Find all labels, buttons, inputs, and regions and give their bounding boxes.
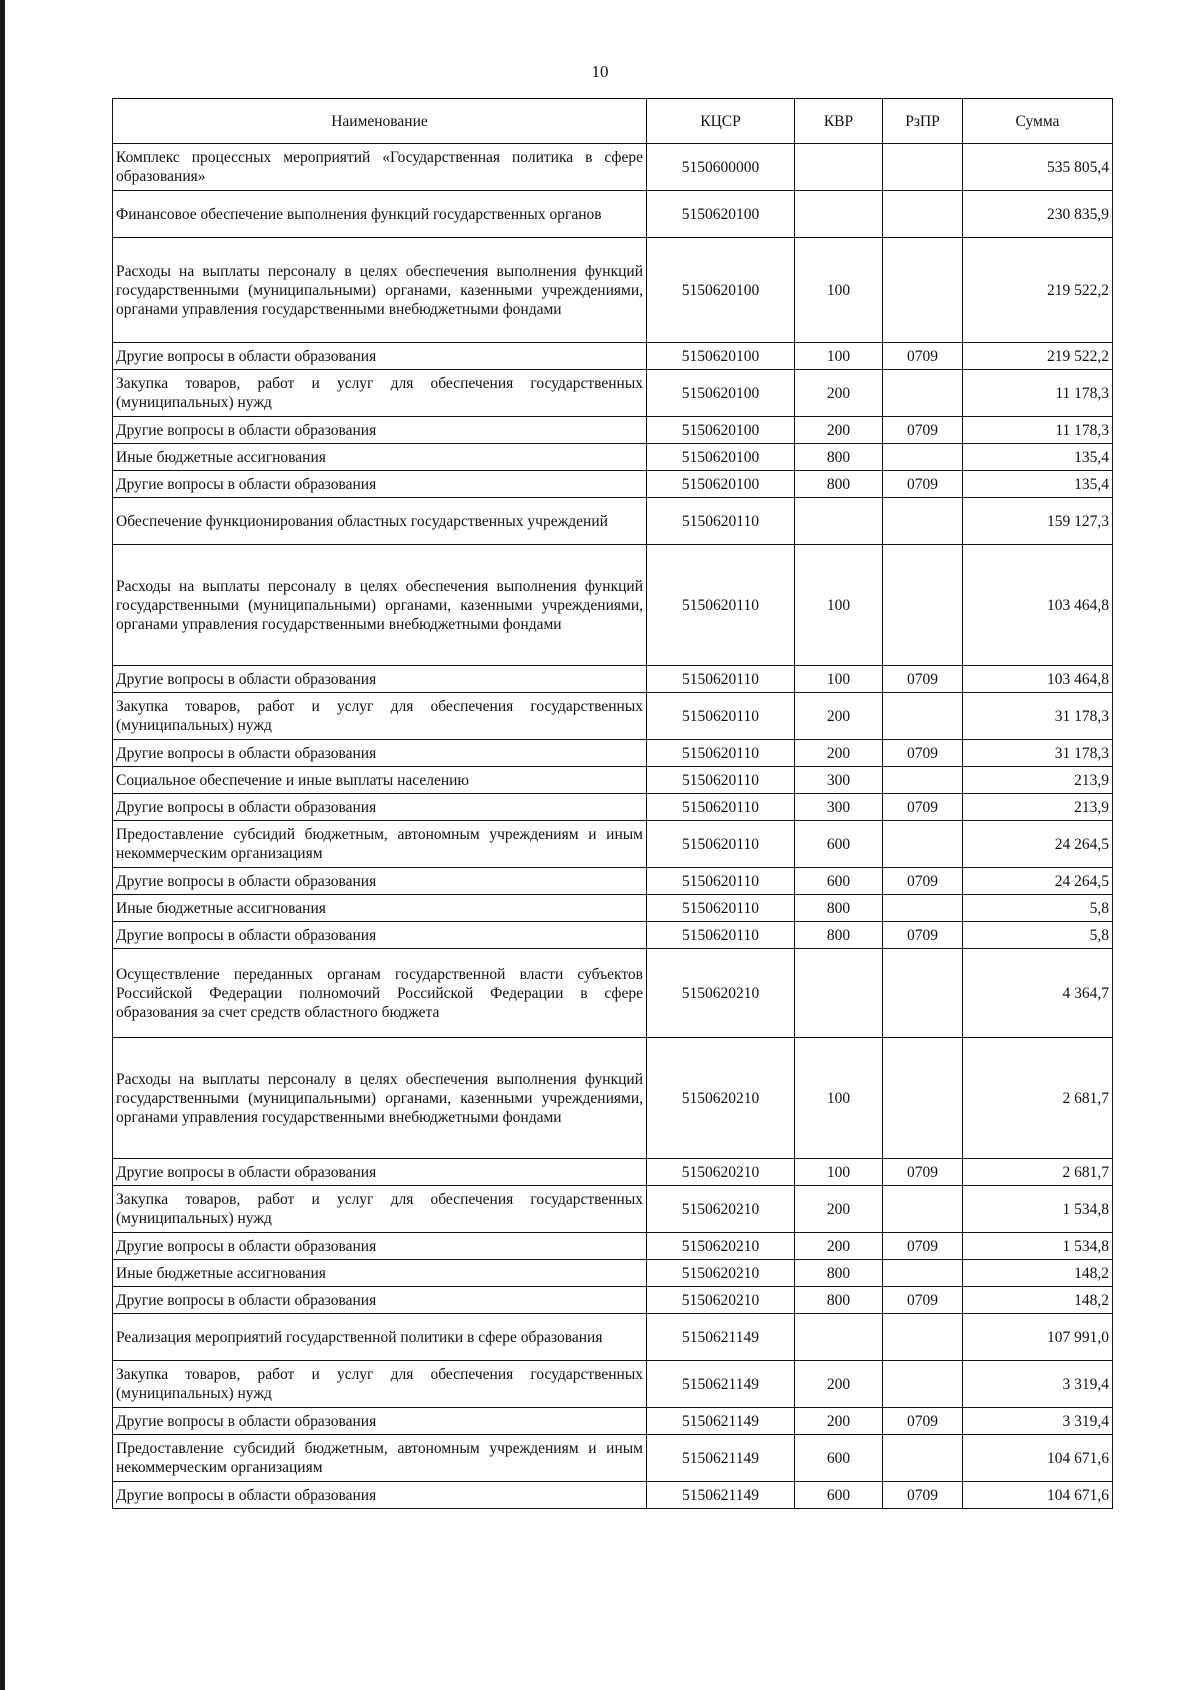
cell-kvr: 600 xyxy=(795,1435,883,1482)
cell-kcsr: 5150621149 xyxy=(647,1435,795,1482)
cell-rzpr xyxy=(883,1038,963,1159)
cell-sum: 11 178,3 xyxy=(963,417,1113,444)
cell-rzpr xyxy=(883,191,963,238)
header-rzpr: РзПР xyxy=(883,99,963,144)
cell-kvr xyxy=(795,191,883,238)
cell-sum: 135,4 xyxy=(963,471,1113,498)
cell-sum: 213,9 xyxy=(963,767,1113,794)
cell-kvr xyxy=(795,949,883,1038)
cell-rzpr xyxy=(883,1435,963,1482)
cell-name: Предоставление субсидий бюджетным, автономным учреждениям и иным некоммерческим организациям xyxy=(113,1435,647,1482)
cell-kcsr: 5150620100 xyxy=(647,238,795,343)
cell-kcsr: 5150620100 xyxy=(647,444,795,471)
cell-sum: 159 127,3 xyxy=(963,498,1113,545)
cell-kcsr: 5150620100 xyxy=(647,343,795,370)
cell-name: Закупка товаров, работ и услуг для обеспечения государственных (муниципальных) нужд xyxy=(113,370,647,417)
table-row xyxy=(113,417,1113,444)
table-row xyxy=(113,693,1113,740)
cell-kcsr: 5150620210 xyxy=(647,1159,795,1186)
cell-rzpr xyxy=(883,498,963,545)
cell-name: Другие вопросы в области образования xyxy=(113,343,647,370)
cell-kvr: 800 xyxy=(795,1260,883,1287)
table-row xyxy=(113,1159,1113,1186)
cell-name: Расходы на выплаты персоналу в целях обеспечения выполнения функций государственными (муниципальными) органами, казенными учреждениями, органами управления государственными внебюджетными фондами xyxy=(113,238,647,343)
cell-kvr: 200 xyxy=(795,1233,883,1260)
cell-kvr: 200 xyxy=(795,1361,883,1408)
cell-rzpr xyxy=(883,545,963,666)
cell-kvr: 100 xyxy=(795,1038,883,1159)
cell-kvr: 800 xyxy=(795,895,883,922)
cell-kvr: 800 xyxy=(795,444,883,471)
cell-sum: 104 671,6 xyxy=(963,1435,1113,1482)
cell-sum: 219 522,2 xyxy=(963,238,1113,343)
cell-rzpr xyxy=(883,238,963,343)
table-row xyxy=(113,922,1113,949)
cell-name: Финансовое обеспечение выполнения функций государственных органов xyxy=(113,191,647,238)
table-row xyxy=(113,498,1113,545)
cell-sum: 2 681,7 xyxy=(963,1159,1113,1186)
cell-name: Иные бюджетные ассигнования xyxy=(113,1260,647,1287)
table-row xyxy=(113,444,1113,471)
table-row xyxy=(113,666,1113,693)
cell-kvr: 300 xyxy=(795,794,883,821)
cell-sum: 148,2 xyxy=(963,1260,1113,1287)
table-row xyxy=(113,1186,1113,1233)
cell-rzpr: 0709 xyxy=(883,1287,963,1314)
cell-name: Другие вопросы в области образования xyxy=(113,740,647,767)
cell-name: Расходы на выплаты персоналу в целях обеспечения выполнения функций государственными (муниципальными) органами, казенными учреждениями, органами управления государственными внебюджетными фондами xyxy=(113,1038,647,1159)
cell-rzpr xyxy=(883,1314,963,1361)
table-row xyxy=(113,471,1113,498)
cell-name: Другие вопросы в области образования xyxy=(113,922,647,949)
header-kvr: КВР xyxy=(795,99,883,144)
cell-kvr: 200 xyxy=(795,1408,883,1435)
cell-rzpr xyxy=(883,1260,963,1287)
cell-kcsr: 5150620210 xyxy=(647,1287,795,1314)
cell-rzpr xyxy=(883,444,963,471)
cell-name: Обеспечение функционирования областных государственных учреждений xyxy=(113,498,647,545)
table-row xyxy=(113,238,1113,343)
table-row xyxy=(113,895,1113,922)
cell-kcsr: 5150620210 xyxy=(647,1038,795,1159)
cell-sum: 2 681,7 xyxy=(963,1038,1113,1159)
cell-kcsr: 5150620110 xyxy=(647,693,795,740)
cell-kcsr: 5150620110 xyxy=(647,666,795,693)
cell-kcsr: 5150620210 xyxy=(647,949,795,1038)
table-row xyxy=(113,949,1113,1038)
cell-name: Другие вопросы в области образования xyxy=(113,1159,647,1186)
cell-name: Другие вопросы в области образования xyxy=(113,1482,647,1509)
table-row xyxy=(113,1038,1113,1159)
cell-kcsr: 5150620110 xyxy=(647,767,795,794)
cell-rzpr: 0709 xyxy=(883,1482,963,1509)
budget-table xyxy=(112,98,1113,1509)
header-kcsr: КЦСР xyxy=(647,99,795,144)
cell-rzpr: 0709 xyxy=(883,666,963,693)
cell-sum: 5,8 xyxy=(963,895,1113,922)
cell-kvr xyxy=(795,498,883,545)
cell-rzpr xyxy=(883,767,963,794)
cell-kcsr: 5150620100 xyxy=(647,471,795,498)
cell-name: Другие вопросы в области образования xyxy=(113,1408,647,1435)
cell-sum: 1 534,8 xyxy=(963,1186,1113,1233)
cell-name: Другие вопросы в области образования xyxy=(113,794,647,821)
table-row xyxy=(113,144,1113,191)
cell-name: Иные бюджетные ассигнования xyxy=(113,444,647,471)
cell-rzpr: 0709 xyxy=(883,1233,963,1260)
cell-name: Социальное обеспечение и иные выплаты населению xyxy=(113,767,647,794)
cell-kcsr: 5150620210 xyxy=(647,1260,795,1287)
cell-name: Иные бюджетные ассигнования xyxy=(113,895,647,922)
cell-kcsr: 5150621149 xyxy=(647,1361,795,1408)
cell-rzpr: 0709 xyxy=(883,794,963,821)
cell-kvr: 600 xyxy=(795,868,883,895)
cell-rzpr: 0709 xyxy=(883,1408,963,1435)
cell-rzpr: 0709 xyxy=(883,471,963,498)
cell-kcsr: 5150621149 xyxy=(647,1482,795,1509)
cell-sum: 219 522,2 xyxy=(963,343,1113,370)
cell-sum: 535 805,4 xyxy=(963,144,1113,191)
cell-kvr xyxy=(795,1314,883,1361)
cell-kcsr: 5150621149 xyxy=(647,1314,795,1361)
cell-rzpr: 0709 xyxy=(883,1159,963,1186)
page-number: 10 xyxy=(591,62,609,81)
table-row xyxy=(113,740,1113,767)
cell-name: Расходы на выплаты персоналу в целях обеспечения выполнения функций государственными (муниципальными) органами, казенными учреждениями, органами управления государственными внебюджетными фондами xyxy=(113,545,647,666)
cell-kvr: 100 xyxy=(795,343,883,370)
cell-kvr: 600 xyxy=(795,821,883,868)
cell-kcsr: 5150600000 xyxy=(647,144,795,191)
table-row xyxy=(113,1408,1113,1435)
cell-name: Закупка товаров, работ и услуг для обеспечения государственных (муниципальных) нужд xyxy=(113,693,647,740)
cell-rzpr: 0709 xyxy=(883,343,963,370)
cell-kcsr: 5150620110 xyxy=(647,821,795,868)
header-sum: Сумма xyxy=(963,99,1113,144)
cell-sum: 5,8 xyxy=(963,922,1113,949)
cell-kcsr: 5150620110 xyxy=(647,895,795,922)
table-row xyxy=(113,821,1113,868)
cell-name: Другие вопросы в области образования xyxy=(113,471,647,498)
table-row xyxy=(113,767,1113,794)
cell-rzpr xyxy=(883,949,963,1038)
cell-rzpr xyxy=(883,693,963,740)
cell-rzpr: 0709 xyxy=(883,868,963,895)
cell-sum: 103 464,8 xyxy=(963,666,1113,693)
cell-kcsr: 5150620100 xyxy=(647,417,795,444)
cell-sum: 24 264,5 xyxy=(963,821,1113,868)
cell-rzpr xyxy=(883,895,963,922)
cell-sum: 24 264,5 xyxy=(963,868,1113,895)
cell-name: Реализация мероприятий государственной политики в сфере образования xyxy=(113,1314,647,1361)
table-row xyxy=(113,868,1113,895)
cell-name: Закупка товаров, работ и услуг для обеспечения государственных (муниципальных) нужд xyxy=(113,1186,647,1233)
cell-rzpr xyxy=(883,821,963,868)
cell-sum: 213,9 xyxy=(963,794,1113,821)
cell-sum: 107 991,0 xyxy=(963,1314,1113,1361)
cell-kcsr: 5150620210 xyxy=(647,1186,795,1233)
cell-kvr: 200 xyxy=(795,417,883,444)
left-margin-bar xyxy=(0,0,5,1690)
cell-kvr: 200 xyxy=(795,740,883,767)
cell-kcsr: 5150620110 xyxy=(647,545,795,666)
cell-kvr: 100 xyxy=(795,666,883,693)
cell-sum: 1 534,8 xyxy=(963,1233,1113,1260)
cell-name: Закупка товаров, работ и услуг для обеспечения государственных (муниципальных) нужд xyxy=(113,1361,647,1408)
cell-name: Другие вопросы в области образования xyxy=(113,1287,647,1314)
cell-kcsr: 5150620110 xyxy=(647,868,795,895)
cell-name: Другие вопросы в области образования xyxy=(113,868,647,895)
cell-sum: 103 464,8 xyxy=(963,545,1113,666)
cell-sum: 135,4 xyxy=(963,444,1113,471)
cell-rzpr xyxy=(883,1186,963,1233)
cell-kvr: 200 xyxy=(795,370,883,417)
cell-kvr: 200 xyxy=(795,1186,883,1233)
table-row xyxy=(113,1260,1113,1287)
cell-kcsr: 5150620210 xyxy=(647,1233,795,1260)
cell-name: Другие вопросы в области образования xyxy=(113,666,647,693)
cell-name: Другие вопросы в области образования xyxy=(113,417,647,444)
cell-kvr xyxy=(795,144,883,191)
cell-rzpr: 0709 xyxy=(883,922,963,949)
cell-kvr: 100 xyxy=(795,545,883,666)
cell-kcsr: 5150620110 xyxy=(647,922,795,949)
cell-kvr: 100 xyxy=(795,238,883,343)
cell-kvr: 200 xyxy=(795,693,883,740)
table-row xyxy=(113,1314,1113,1361)
cell-sum: 11 178,3 xyxy=(963,370,1113,417)
table-row xyxy=(113,545,1113,666)
cell-kcsr: 5150620110 xyxy=(647,498,795,545)
cell-kvr: 300 xyxy=(795,767,883,794)
cell-kvr: 800 xyxy=(795,922,883,949)
cell-rzpr: 0709 xyxy=(883,417,963,444)
cell-sum: 3 319,4 xyxy=(963,1361,1113,1408)
cell-rzpr xyxy=(883,144,963,191)
table-row xyxy=(113,1435,1113,1482)
cell-sum: 4 364,7 xyxy=(963,949,1113,1038)
cell-sum: 230 835,9 xyxy=(963,191,1113,238)
cell-kcsr: 5150620100 xyxy=(647,370,795,417)
table-header-row xyxy=(113,99,1113,144)
table-row xyxy=(113,343,1113,370)
cell-rzpr xyxy=(883,1361,963,1408)
cell-kcsr: 5150620110 xyxy=(647,794,795,821)
table-row xyxy=(113,794,1113,821)
cell-kvr: 100 xyxy=(795,1159,883,1186)
cell-kvr: 600 xyxy=(795,1482,883,1509)
cell-name: Комплекс процессных мероприятий «Государственная политика в сфере образования» xyxy=(113,144,647,191)
cell-sum: 104 671,6 xyxy=(963,1482,1113,1509)
cell-sum: 148,2 xyxy=(963,1287,1113,1314)
cell-kcsr: 5150620100 xyxy=(647,191,795,238)
table-row xyxy=(113,1287,1113,1314)
cell-name: Предоставление субсидий бюджетным, автономным учреждениям и иным некоммерческим организациям xyxy=(113,821,647,868)
table-row xyxy=(113,370,1113,417)
cell-name: Другие вопросы в области образования xyxy=(113,1233,647,1260)
cell-rzpr xyxy=(883,370,963,417)
cell-sum: 31 178,3 xyxy=(963,693,1113,740)
cell-sum: 3 319,4 xyxy=(963,1408,1113,1435)
cell-name: Осуществление переданных органам государственной власти субъектов Российской Федерации полномочий Российской Федерации в сфере образования за счет средств областного бюджета xyxy=(113,949,647,1038)
header-name: Наименование xyxy=(113,99,647,144)
table-row xyxy=(113,1361,1113,1408)
cell-kvr: 800 xyxy=(795,1287,883,1314)
cell-kvr: 800 xyxy=(795,471,883,498)
cell-sum: 31 178,3 xyxy=(963,740,1113,767)
cell-kcsr: 5150621149 xyxy=(647,1408,795,1435)
table-row xyxy=(113,191,1113,238)
cell-kcsr: 5150620110 xyxy=(647,740,795,767)
table-row xyxy=(113,1482,1113,1509)
cell-rzpr: 0709 xyxy=(883,740,963,767)
table-row xyxy=(113,1233,1113,1260)
